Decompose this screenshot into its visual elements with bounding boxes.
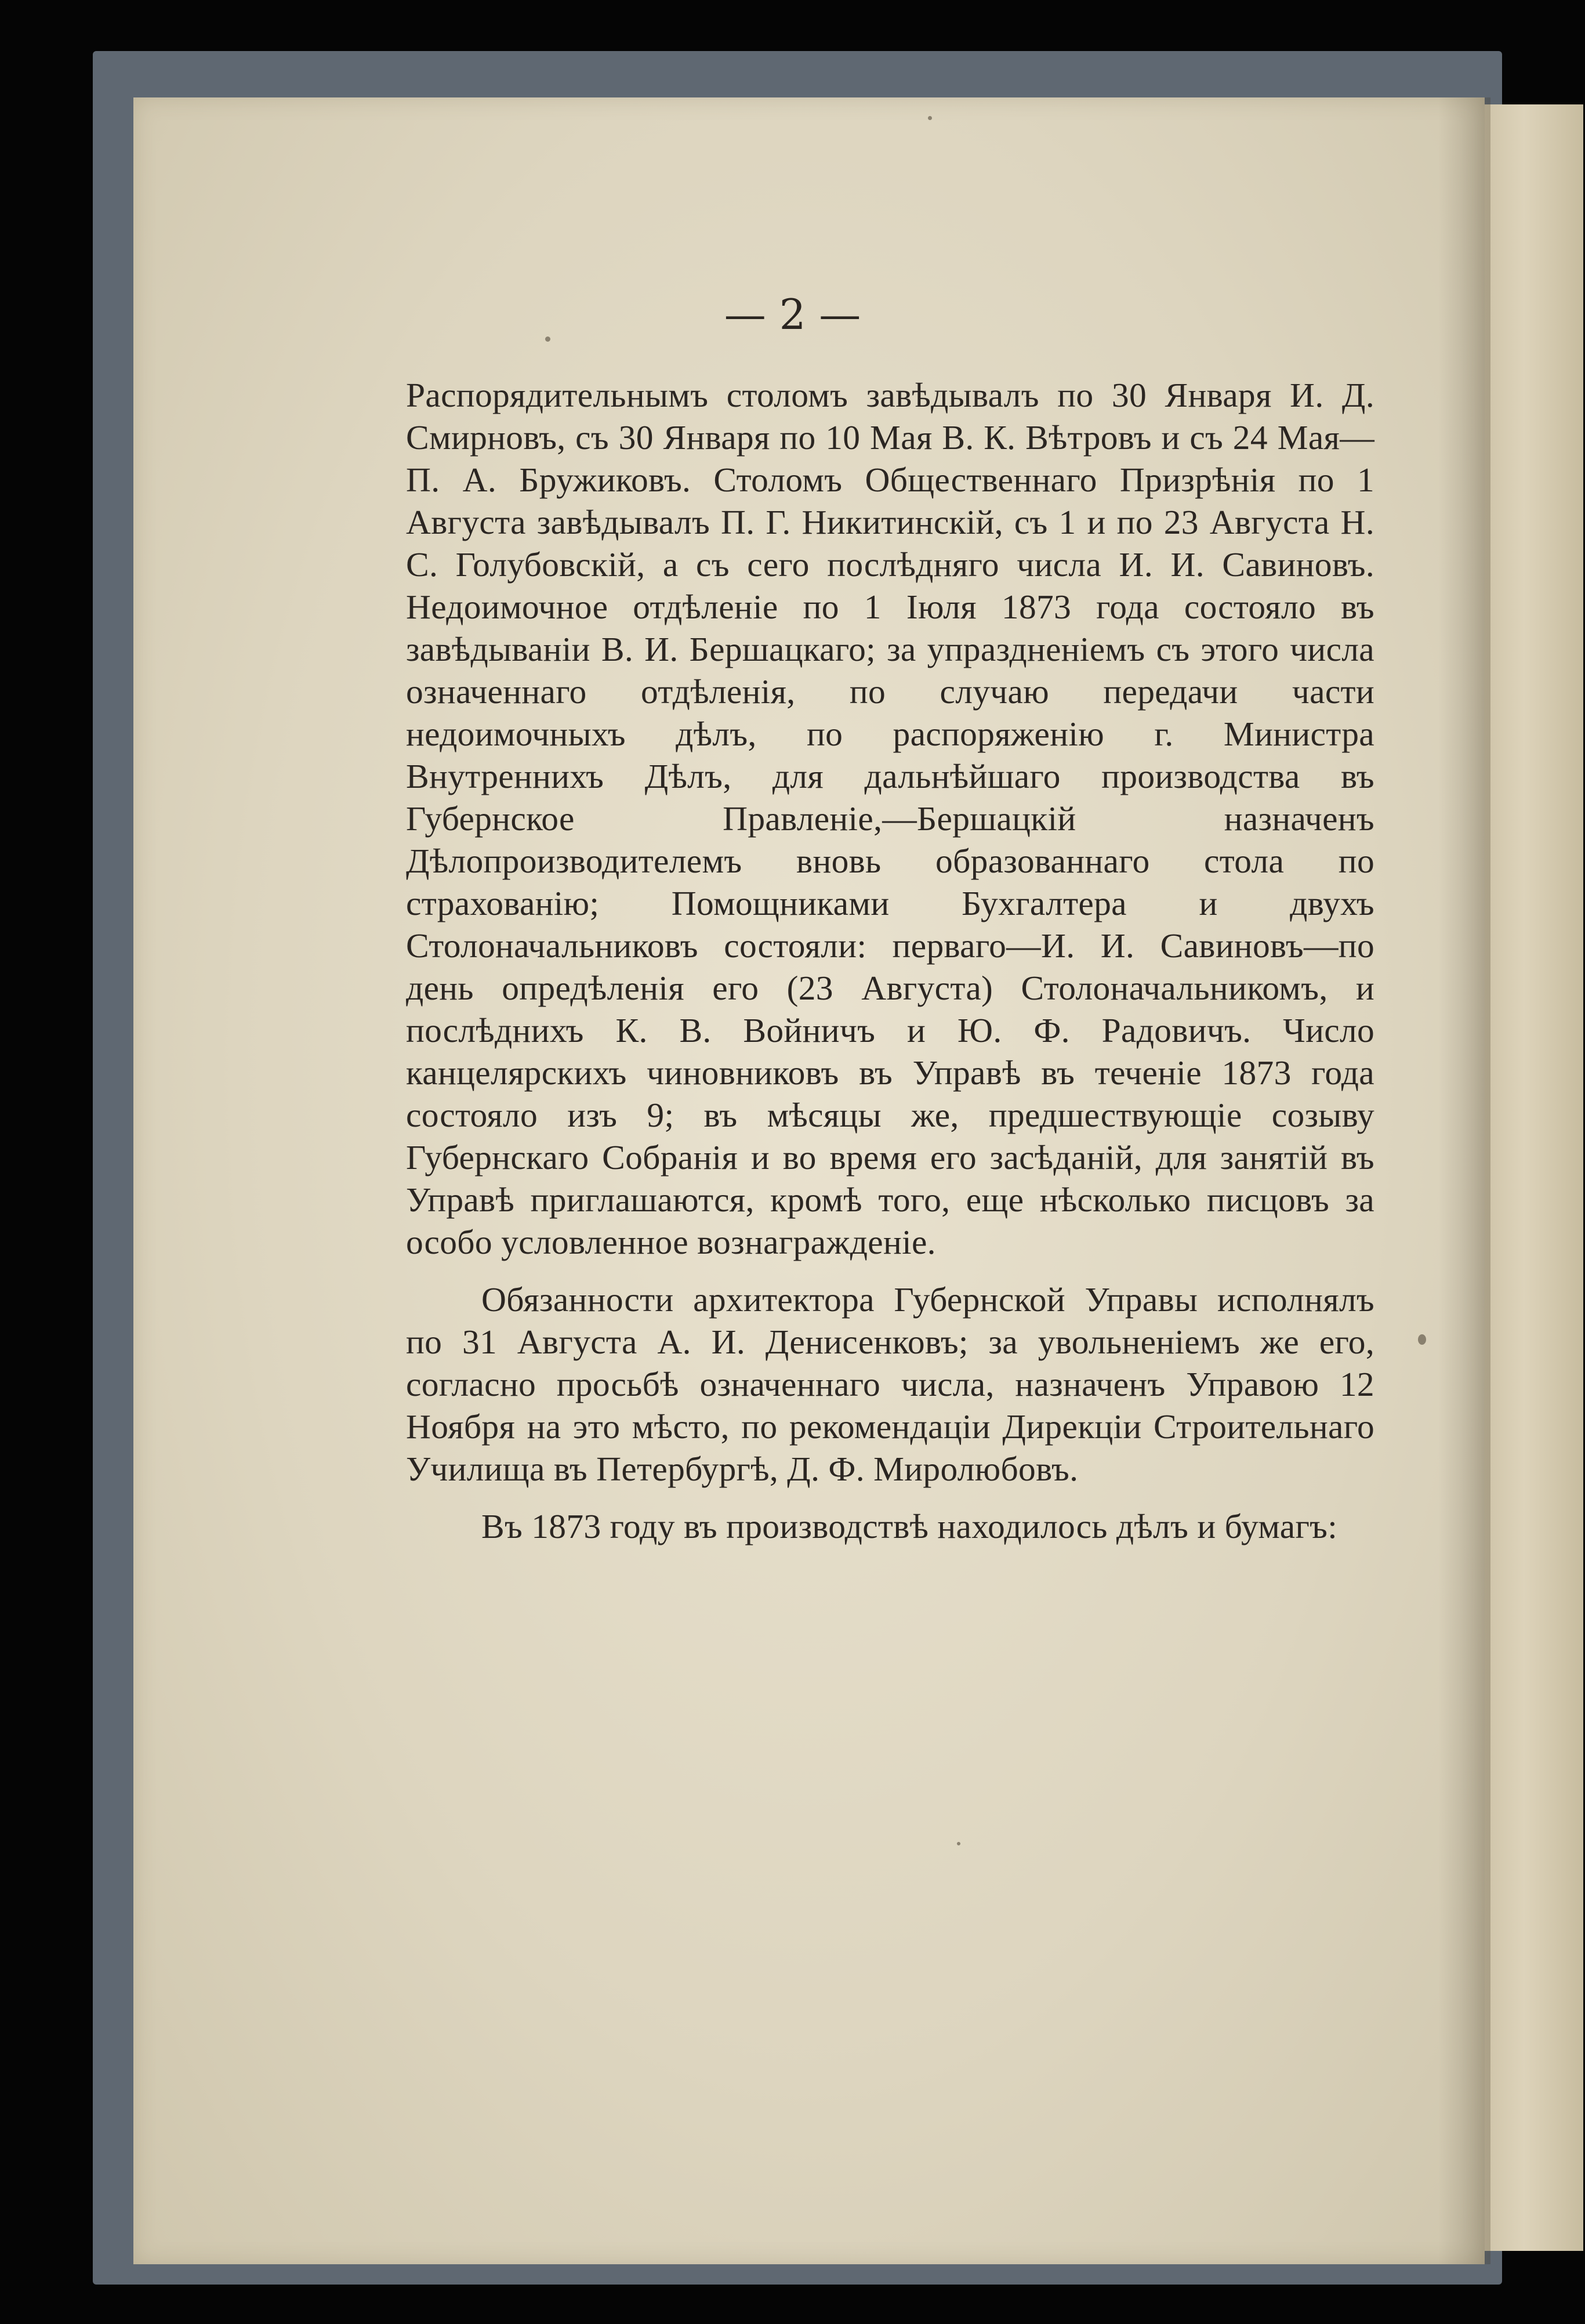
paragraph-staff: Распорядительнымъ столомъ завѣдывалъ по 30 Января И. Д. Смирновъ, съ 30 Января по 10 Мая В. К. Вѣтровъ и съ 24 Мая—П. А. Бружиковъ. Столомъ Общественнаго Призрѣнія по 1 Августа завѣдывалъ П. Г. Никитинскій, съ 1 и по 23 Августа Н. С. Голубовскій, а съ сего послѣдняго числа И. И. Савиновъ. Недоимочное отдѣленіе по 1 Іюля 1873 года состояло въ завѣдываніи В. И. Бершацкаго; за упраздненіемъ съ этого числа означеннаго отдѣленія, по случаю передачи части недоимочныхъ дѣлъ, по распоряженію г. Министра Внутреннихъ Дѣлъ, для дальнѣйшаго производства въ Губернское Правленіе,—Бершацкій назначенъ Дѣлопроизводителемъ вновь образованнаго стола по страхованію; Помощниками Бухгалтера и двухъ Столоначальниковъ состояли: перваго—И. И. Савиновъ—по день опредѣленія его (23 Августа) Столоначальникомъ, и послѣднихъ К. В. Войничъ и Ю. Ф. Радовичъ. Число канцелярскихъ чиновниковъ въ Управѣ въ теченіе 1873 года состояло изъ 9; въ мѣсяцы же, предшествующіе созыву Губернскаго Собранія и во время его засѣданій, для занятій въ Управѣ приглашаются, кромѣ того, еще нѣсколько писцовъ за особо условленное вознагражденіе. — [406, 376, 1374, 1261]
paper-speck — [957, 1842, 960, 1845]
page-number: — 2 — — [724, 290, 861, 339]
paper-speck — [928, 116, 932, 120]
paragraph-cases: Въ 1873 году въ производствѣ находилось дѣлъ и бумагъ: — [481, 1507, 1338, 1545]
paragraph-architect: Обязанности архитектора Губернской Управы исполнялъ по 31 Августа А. И. Денисенковъ; за увольненіемъ же его, согласно просьбѣ означеннаго числа, назначенъ Управою 12 Ноября на это мѣсто, по рекомендаціи Дирекціи Строительнаго Училища въ Петербургѣ, Д. Ф. Миролюбовъ. — [406, 1280, 1374, 1488]
paper-speck — [1418, 1334, 1426, 1345]
spine-shadow — [1438, 97, 1490, 2264]
adjacent-page-edge — [1485, 104, 1583, 2251]
body-text — [406, 374, 1374, 1548]
